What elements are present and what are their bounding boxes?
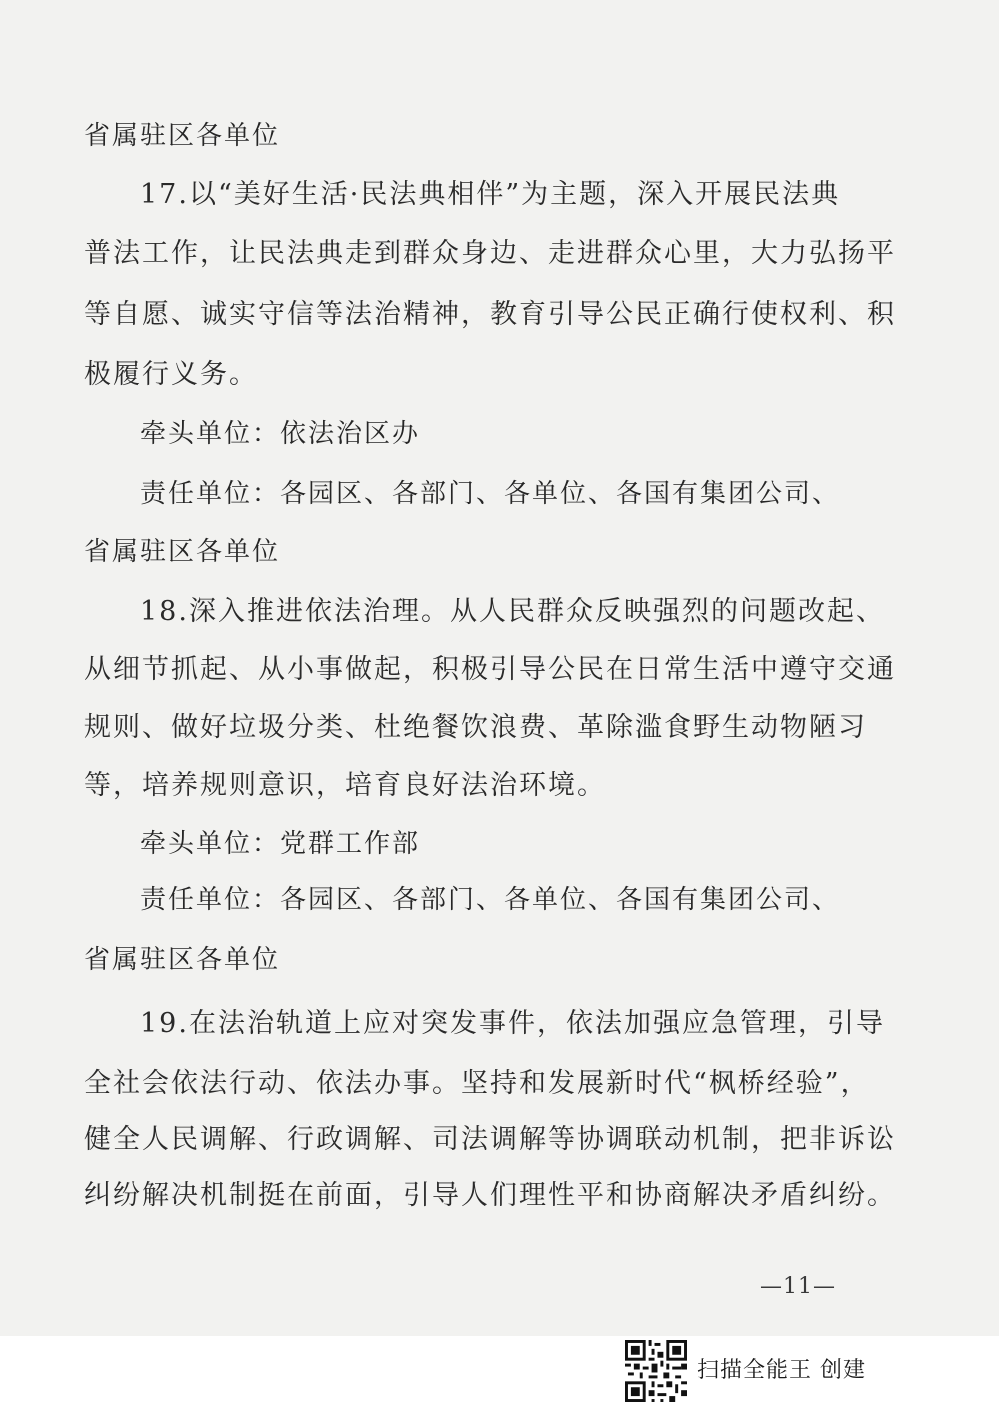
text-line: 规则、做好垃圾分类、杜绝餐饮浪费、革除滥食野生动物陋习 — [84, 712, 867, 743]
scanner-watermark — [0, 1336, 999, 1414]
text-line: 牵头单位：党群工作部 — [140, 829, 421, 859]
page-number: —11— — [760, 1274, 836, 1299]
text-line: 极履行义务。 — [84, 359, 258, 390]
text-line: 等，培养规则意识，培育良好法治环境。 — [84, 770, 606, 801]
text-line: 从细节抓起、从小事做起，积极引导公民在日常生活中遵守交通 — [84, 654, 896, 685]
text-line: 责任单位：各园区、各部门、各单位、各国有集团公司、 — [140, 885, 841, 915]
text-line: 等自愿、诚实守信等法治精神，教育引导公民正确行使权利、积 — [84, 299, 896, 330]
text-line: 纠纷解决机制挺在前面，引导人们理性平和协商解决矛盾纠纷。 — [84, 1180, 896, 1211]
text-line: 牵头单位：依法治区办 — [140, 419, 421, 449]
text-line: 省属驻区各单位 — [84, 537, 281, 567]
text-line: 省属驻区各单位 — [84, 945, 281, 975]
text-line: 19.在法治轨道上应对突发事件，依法加强应急管理，引导 — [140, 1008, 885, 1039]
scanner-label: 扫描全能王 创建 — [697, 1358, 866, 1383]
text-line: 全社会依法行动、依法办事。坚持和发展新时代“枫桥经验”， — [84, 1068, 870, 1099]
text-line: 责任单位：各园区、各部门、各单位、各国有集团公司、 — [140, 479, 841, 509]
text-line: 普法工作，让民法典走到群众身边、走进群众心里，大力弘扬平 — [84, 238, 896, 269]
text-line: 17.以“美好生活·民法典相伴”为主题，深入开展民法典 — [140, 179, 841, 210]
text-line: 18.深入推进依法治理。从人民群众反映强烈的问题改起、 — [140, 596, 885, 627]
text-line: 健全人民调解、行政调解、司法调解等协调联动机制，把非诉讼 — [84, 1124, 896, 1155]
text-line: 省属驻区各单位 — [84, 121, 281, 151]
qr-code-icon — [625, 1340, 687, 1402]
